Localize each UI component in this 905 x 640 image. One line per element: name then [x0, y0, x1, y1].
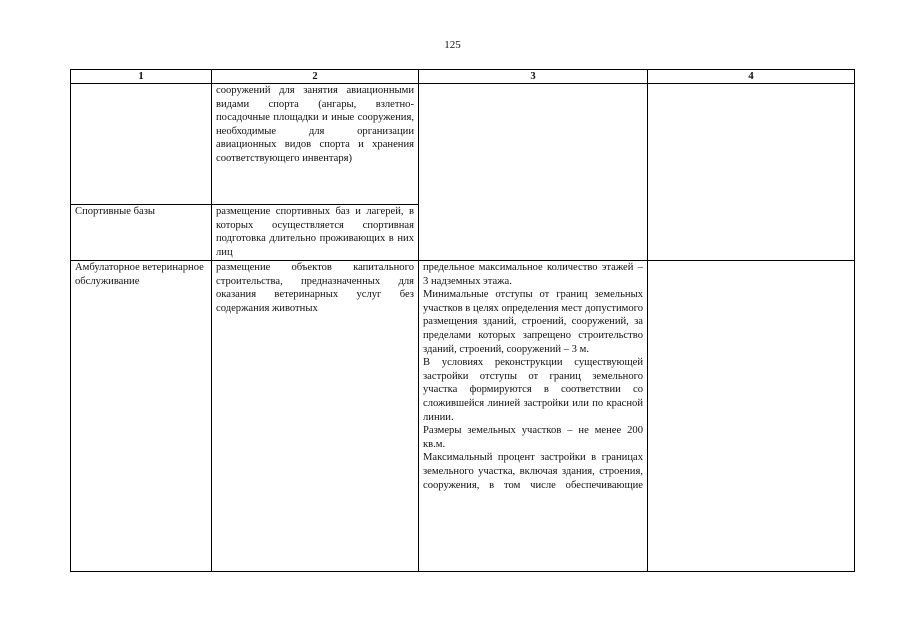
- page-number: 125: [444, 39, 461, 51]
- regulations-table: [70, 69, 855, 572]
- table-row: [71, 84, 855, 205]
- column-header-3: 3: [419, 70, 648, 84]
- land-use-name-cell: Амбулаторное ветеринарное обслуживание: [71, 261, 212, 572]
- land-use-description-cell: размещение спортивных баз и лагерей, в которых осуществляется спортивная подготовка длительно проживающих в них лиц: [212, 205, 419, 261]
- land-use-name-cell: [71, 84, 212, 205]
- parameters-cell: [419, 84, 648, 261]
- land-use-description-cell: размещение объектов капитального строительства, предназначенных для оказания ветеринарных услуг без содержания животных: [212, 261, 419, 572]
- column-header-4: 4: [648, 70, 855, 84]
- table-row: [71, 261, 855, 572]
- restrictions-cell: [648, 261, 855, 572]
- column-header-1: 1: [71, 70, 212, 84]
- table-header-row: [71, 70, 855, 84]
- land-use-name-cell: Спортивные базы: [71, 205, 212, 261]
- parameters-cell: [419, 261, 648, 572]
- column-header-2: 2: [212, 70, 419, 84]
- parameter-paragraph: Максимальный процент застройки в границах земельного участка, включая здания, строения, сооружения, в том числе обеспечивающие: [423, 452, 643, 491]
- restrictions-cell: [648, 84, 855, 261]
- parameter-paragraph: Размеры земельных участков – не менее 200 кв.м.: [423, 425, 643, 450]
- parameter-paragraph: Минимальные отступы от границ земельных участков в целях определения мест допустимого размещения зданий, строений, сооружений, за пределами которых запрещено строительство зданий, строений, сооружений – 3 м.: [423, 289, 643, 355]
- parameter-paragraph: предельное максимальное количество этажей – 3 надземных этажа.: [423, 262, 643, 287]
- land-use-description-cell: сооружений для занятия авиационными видами спорта (ангары, взлетно-посадочные площадки и иные сооружения, необходимые для организации авиационных видов спорта и хранения соответствующего инвентаря): [212, 84, 419, 205]
- parameter-paragraph: В условиях реконструкции существующей застройки отступы от границ земельного участка формируются в соответствии со сложившейся линией застройки или по красной линии.: [423, 357, 643, 423]
